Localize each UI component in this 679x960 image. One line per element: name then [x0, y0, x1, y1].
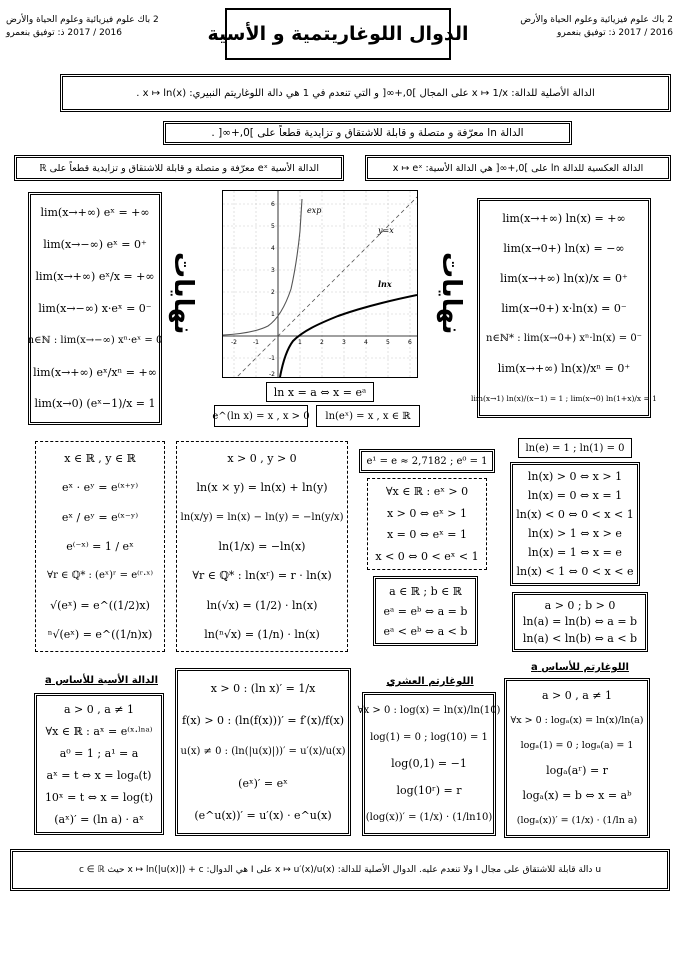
- exp-base-a-rule: 10ˣ = t ⇔ x = log(t): [44, 790, 154, 804]
- exp-definition-box: [365, 155, 671, 181]
- derivative-rule: (e^u(x))′ = u′(x) · e^u(x): [194, 808, 332, 822]
- x-tick: 2: [320, 339, 324, 346]
- exp-limit: lim(x→+∞) eˣ = +∞: [40, 206, 150, 220]
- log-a-rule: logₐ(1) = 0 ; logₐ(a) = 1: [520, 740, 634, 751]
- ln-rule: ln(x × y) = ln(x) + ln(y): [196, 481, 328, 495]
- ln-rule: ln(√x) = (1/2) · ln(x): [206, 598, 318, 612]
- derivative-rule: f(x) > 0 : (ln(f(x)))′ = f′(x)/f(x): [181, 713, 345, 727]
- ln-limit: lim(x→+∞) ln(x)/xⁿ = 0⁺: [497, 361, 631, 375]
- exp-curve-label: exp: [307, 206, 322, 215]
- exp-base-a-list: [37, 696, 161, 832]
- exp-definition: الدالة العكسية للدالة ln على ]0,+∞[ هي الدالة الأسية: x ↦ eˣ: [392, 162, 644, 174]
- exp-sign-box: [367, 478, 487, 570]
- exp-sign-rule: ∀x ∈ ℝ : eˣ > 0: [385, 485, 469, 499]
- exp-limit: lim(x→+∞) eˣ/xⁿ = +∞: [33, 365, 157, 379]
- exp-base-a-rule: a⁰ = 1 ; a¹ = a: [59, 746, 139, 760]
- x-tick: 6: [408, 339, 412, 346]
- ln-sign-rule: ln(x) > 1 ⇔ x > e: [528, 527, 622, 540]
- ln-sign-rule: ln(x) < 1 ⇔ 0 < x < e: [516, 565, 634, 578]
- e-value: e¹ = e ≈ 2,7182 ; e⁰ = 1: [366, 455, 488, 467]
- page-title-box: [207, 8, 469, 60]
- log-a-box: [504, 678, 650, 838]
- log-a-list: [507, 681, 647, 835]
- ln-values: ln(e) = 1 ; ln(1) = 0: [525, 442, 625, 454]
- ln-compare-box: [512, 592, 648, 652]
- ln-rule: ln(1/x) = −ln(x): [218, 539, 306, 553]
- y-tick: 1: [271, 311, 275, 318]
- ln-rule: ∀r ∈ ℚ* : ln(xʳ) = r · ln(x): [192, 569, 332, 583]
- exp-rule: eˣ · eʸ = e⁽ˣ⁺ʸ⁾: [61, 481, 139, 495]
- graph-frame: [222, 190, 418, 378]
- ln-compare-rule: a > 0 ; b > 0: [544, 598, 616, 612]
- y-tick: -2: [269, 371, 275, 377]
- ln-exp-inverse: ln(eˣ) = x , x ∈ ℝ: [316, 405, 420, 427]
- ln-values-box: [518, 438, 632, 458]
- derivative-rule: u(x) ≠ 0 : (ln(|u(x)|))′ = u′(x)/u(x): [180, 746, 346, 758]
- y-tick: 3: [271, 267, 275, 274]
- exp-algebra-box: [35, 441, 165, 652]
- ln-algebra-box: [176, 441, 348, 652]
- exp-properties-box: [14, 155, 344, 181]
- exp-base-a-title: الدالة الأسية للأساس a: [45, 675, 158, 686]
- log-a-title: اللوغارتم للأساس a: [531, 662, 629, 673]
- log10-title: اللوغارتم العشري: [386, 676, 474, 687]
- header-left: [6, 14, 206, 40]
- y-tick: 5: [271, 223, 275, 230]
- exp-compare-rule: a ∈ ℝ ; b ∈ ℝ: [389, 584, 462, 598]
- exp-limit: lim(x→−∞) x·eˣ = 0⁻: [38, 301, 152, 315]
- header-right: [473, 14, 673, 40]
- exp-rule: √(eˣ) = e^((1/2)x): [50, 598, 150, 612]
- ln-rule: x > 0 , y > 0: [227, 452, 297, 466]
- exp-base-a-rule: a > 0 , a ≠ 1: [63, 702, 135, 716]
- exp-rule: x ∈ ℝ , y ∈ ℝ: [64, 452, 136, 466]
- exp-sign-rule: x < 0 ⇔ 0 < eˣ < 1: [375, 549, 479, 563]
- log-a-rule: (logₐ(x))′ = (1/x) · (1/ln a): [516, 815, 638, 826]
- ln-limits-list: [471, 201, 657, 415]
- header-right-line1: 2 باك علوم فيزيائية وعلوم الحياة والأرض: [520, 15, 673, 25]
- derivatives-box: [175, 668, 351, 836]
- side-label-left: نهايات: [168, 252, 198, 335]
- ln-limit: lim(x→+∞) ln(x)/x = 0⁺: [500, 271, 628, 285]
- function-graph: [223, 191, 417, 377]
- header-left-line2: 2016 / 2017 ذ: توفيق بنعمرو: [6, 28, 122, 38]
- ln-definition-box: [60, 74, 671, 112]
- line-label: y=x: [378, 226, 394, 235]
- ln-sign-rule: ln(x) > 0 ⇔ x > 1: [527, 470, 623, 483]
- ln-rule: ln(ⁿ√x) = (1/n) · ln(x): [204, 627, 320, 641]
- exp-limits-box: [28, 192, 162, 425]
- exp-compare-rule: eᵃ < eᵇ ⇔ a < b: [383, 624, 468, 638]
- ln-limit: n∈ℕ* : lim(x→0+) xⁿ·ln(x) = 0⁻: [486, 332, 642, 344]
- log10-rule: log(10ʳ) = r: [396, 784, 462, 798]
- exp-rule: ∀r ∈ ℚ* : (eˣ)ʳ = e⁽ʳ·ˣ⁾: [47, 570, 153, 582]
- exp-rule: ⁿ√(eˣ) = e^((1/n)x): [47, 627, 153, 641]
- ln-rule: ln(x/y) = ln(x) − ln(y) = −ln(y/x): [180, 511, 344, 523]
- footer-text: u دالة قابلة للاشتقاق على مجال I ولا تنعدم عليه. الدوال الأصلية للدالة: x ↦ u′(x)/u(x) على I هي الدوال: x ↦ ln(|u(x)|) + c حيث c ∈ ℝ: [78, 865, 602, 875]
- y-tick: -1: [269, 355, 275, 362]
- derivative-rule: x > 0 : (ln x)′ = 1/x: [210, 682, 316, 696]
- exp-limit: lim(x→0) (eˣ−1)/x = 1: [34, 397, 156, 411]
- ln-compare-rule: ln(a) = ln(b) ⇔ a = b: [522, 615, 638, 629]
- log10-rule: ∀x > 0 : log(x) = ln(x)/ln(10): [357, 704, 501, 716]
- log10-rule: log(1) = 0 ; log(10) = 1: [370, 731, 488, 743]
- x-tick: -2: [231, 339, 237, 346]
- ln-compare-list: [515, 595, 645, 649]
- e-value-box: [359, 449, 495, 473]
- x-tick: 1: [298, 339, 302, 346]
- ln-limit: lim(x→0+) x·ln(x) = 0⁻: [501, 301, 627, 315]
- ln-sign-rule: ln(x) < 0 ⇔ 0 < x < 1: [516, 508, 634, 521]
- y-tick: 4: [271, 245, 275, 252]
- exp-base-a-rule: aˣ = t ⇔ x = logₐ(t): [46, 768, 152, 782]
- exp-sign-rule: x > 0 ⇔ eˣ > 1: [386, 506, 467, 520]
- exp-properties: الدالة الأسية eˣ معرّفة و متصلة و قابلة للاشتقاق و تزايدية قطعاً على ℝ: [39, 162, 319, 174]
- ln-sign-list: [513, 465, 637, 583]
- ln-limit: lim(x→+∞) ln(x) = +∞: [502, 211, 626, 225]
- exp-compare-rule: eᵃ = eᵇ ⇔ a = b: [383, 604, 468, 618]
- exp-rule: eˣ / eʸ = e⁽ˣ⁻ʸ⁾: [61, 510, 139, 524]
- ln-definition: الدالة الأصلية للدالة: x ↦ 1/x على المجال ]0,+∞[ و التي تنعدم في 1 هي دالة اللوغاريتم النبيري: x ↦ ln(x) .: [136, 87, 595, 99]
- ln-limit: lim(x→0+) ln(x) = −∞: [503, 241, 625, 255]
- ln-compare-rule: ln(a) < ln(b) ⇔ a < b: [522, 632, 638, 646]
- side-label-right: نهايات: [436, 252, 466, 335]
- ln-sign-rule: ln(x) = 0 ⇔ x = 1: [527, 489, 623, 502]
- log10-box: [357, 692, 501, 836]
- header-right-line2: 2016 / 2017 ذ: توفيق بنعمرو: [557, 28, 673, 38]
- x-tick: 5: [386, 339, 390, 346]
- ln-sign-box: [510, 462, 640, 586]
- exp-limits-list: [27, 195, 163, 422]
- ln-properties-box: [163, 121, 572, 145]
- y-tick: 2: [271, 289, 275, 296]
- exp-rule: e⁽⁻ˣ⁾ = 1 / eˣ: [66, 539, 134, 553]
- exp-base-a-box: [34, 693, 164, 835]
- exp-ln-inverse: e^(ln x) = x , x > 0: [214, 405, 308, 427]
- ln-limits-box: [471, 198, 657, 418]
- ln-limit: lim(x→1) ln(x)/(x−1) = 1 ; lim(x→0) ln(1+x)/x = 1: [471, 393, 657, 403]
- log10-rule: (log(x))′ = (1/x) · (1/ln10): [365, 812, 493, 824]
- log10-rule: log(0,1) = −1: [391, 757, 467, 771]
- footer-box: [10, 849, 670, 891]
- exp-algebra-list: [36, 442, 164, 651]
- ln-exp-equivalence: ln x = a ⇔ x = eᵃ: [266, 382, 374, 402]
- log-a-rule: ∀x > 0 : logₐ(x) = ln(x)/ln(a): [510, 715, 644, 726]
- page-title: الدوال اللوغاريتمية و الأسية: [207, 23, 469, 45]
- exp-sign-rule: x = 0 ⇔ eˣ = 1: [386, 528, 467, 542]
- exp-limit: lim(x→−∞) eˣ = 0⁺: [43, 238, 147, 252]
- exp-curve: [223, 199, 302, 335]
- ln-algebra-list: [177, 442, 347, 651]
- exp-sign-list: [368, 479, 486, 569]
- x-tick: 4: [364, 339, 368, 346]
- header-left-line1: 2 باك علوم فيزيائية وعلوم الحياة والأرض: [6, 15, 159, 25]
- ln-curve-label: lnx: [378, 279, 392, 289]
- y-tick: 6: [271, 201, 275, 208]
- exp-compare-box: [373, 576, 478, 646]
- exp-base-a-rule: (aˣ)′ = (ln a) · aˣ: [54, 812, 144, 826]
- log-a-rule: logₐ(x) = b ⇔ x = aᵇ: [522, 789, 632, 802]
- derivatives-list: [178, 671, 348, 833]
- log-a-rule: a > 0 , a ≠ 1: [541, 689, 613, 702]
- exp-base-a-rule: ∀x ∈ ℝ : aˣ = e⁽ˣ·ˡⁿᵃ⁾: [45, 724, 153, 738]
- x-tick: 3: [342, 339, 346, 346]
- ln-properties: الدالة ln معرّفة و متصلة و قابلة للاشتقاق و تزايدية قطعاً على ]0,+∞[ .: [211, 127, 524, 139]
- derivative-rule: (eˣ)′ = eˣ: [238, 777, 288, 791]
- x-tick: -1: [253, 339, 259, 346]
- log-a-rule: logₐ(aʳ) = r: [546, 764, 608, 777]
- exp-limit: n∈ℕ : lim(x→−∞) xⁿ·eˣ = 0: [27, 334, 163, 346]
- exp-limit: lim(x→+∞) eˣ/x = +∞: [35, 270, 155, 284]
- log10-list: [357, 695, 501, 833]
- ln-sign-rule: ln(x) = 1 ⇔ x = e: [528, 546, 622, 559]
- exp-compare-list: [376, 579, 475, 643]
